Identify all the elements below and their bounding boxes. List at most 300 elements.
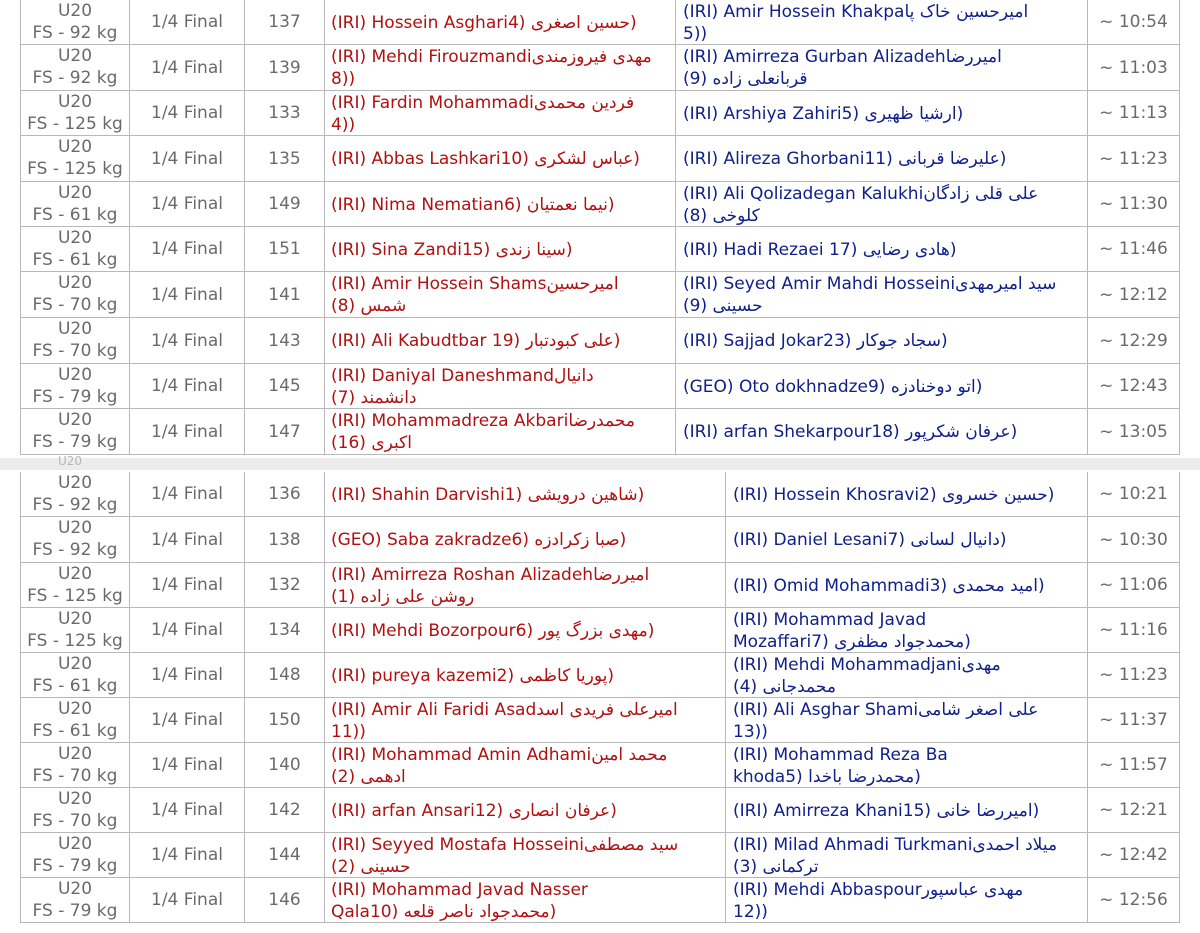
red-wrestler-line-1: (IRI) Ali Kabudtbar 19) علی کبودتبار) xyxy=(331,331,621,351)
age-group: U20 xyxy=(57,228,93,248)
weight-class: FS - 61 kg xyxy=(32,721,118,741)
blue-wrestler-line-1: (IRI) Mehdi Mohammadjaniمهدی xyxy=(733,654,1001,675)
blue-wrestler-line-2: حسینی (9) xyxy=(683,296,763,316)
cell-round xyxy=(130,0,245,45)
age-group: U20 xyxy=(57,744,93,764)
blue-wrestler-line-1: (IRI) arfan Shekarpour18) عرفان شکرپور) xyxy=(683,422,1018,442)
cell-round xyxy=(130,182,245,227)
weight-class: FS - 61 kg xyxy=(32,676,118,696)
cell-round xyxy=(130,364,245,409)
blue-wrestler-line-1: (IRI) Ali Asghar Shamiعلی اصغر شامی xyxy=(733,699,1039,720)
red-wrestler-line-1: (IRI) Fardin Mohammadiفردین محمدی xyxy=(331,92,635,113)
weight-class: FS - 61 kg xyxy=(32,205,118,225)
round-label: 1/4 Final xyxy=(151,284,223,305)
weight-class: FS - 92 kg xyxy=(32,68,118,88)
cell-blue-wrestler xyxy=(676,318,1088,364)
round-label: 1/4 Final xyxy=(151,484,223,504)
match-number: 145 xyxy=(268,376,301,396)
cell-round xyxy=(130,833,245,878)
round-label: 1/4 Final xyxy=(151,620,223,640)
cell-match-number xyxy=(245,227,325,272)
cell-time xyxy=(1088,45,1180,91)
cell-red-wrestler xyxy=(325,653,726,698)
cell-time xyxy=(1088,517,1180,563)
cell-match-number xyxy=(245,563,325,608)
cell-blue-wrestler xyxy=(726,563,1088,608)
match-time: ~ 12:29 xyxy=(1099,330,1168,351)
match-number: 149 xyxy=(268,194,301,214)
red-wrestler-line-1: (IRI) Amir Ali Faridi Asadامیرعلی فریدی اسد xyxy=(331,699,678,720)
red-wrestler-line-2: ادهمی (2) xyxy=(331,766,406,787)
cell-blue-wrestler xyxy=(676,0,1088,45)
red-wrestler-line-2: Qala10) محمدجواد ناصر قلعه) xyxy=(331,901,557,922)
blue-wrestler-line-1: (IRI) Sajjad Jokar23) سجاد جوکار) xyxy=(683,331,948,351)
cell-match-number xyxy=(245,517,325,563)
cell-blue-wrestler xyxy=(726,653,1088,698)
match-time: ~ 10:30 xyxy=(1099,529,1168,550)
age-group: U20 xyxy=(57,564,93,584)
cell-match-number xyxy=(245,272,325,318)
age-group: U20 xyxy=(57,473,93,493)
red-wrestler-line-2: اکبری (16) xyxy=(331,433,412,453)
blue-wrestler-line-2: 12)) xyxy=(733,901,768,922)
blue-wrestler-line-1: (IRI) Hadi Rezaei 17) هادی رضایی) xyxy=(683,239,957,260)
cell-blue-wrestler xyxy=(726,743,1088,788)
cell-time xyxy=(1088,136,1180,182)
blue-wrestler-line-1: (IRI) Omid Mohammadi3) امید محمدی) xyxy=(733,575,1045,596)
table-row xyxy=(0,227,1200,272)
cell-age xyxy=(20,517,130,563)
blue-wrestler-line-2: قربانعلی زاده (9) xyxy=(683,69,808,89)
cell-time xyxy=(1088,227,1180,272)
match-number: 146 xyxy=(268,890,301,910)
blue-wrestler-line-1: (IRI) Amirreza Gurban Alizadehامیررضا xyxy=(683,47,1002,67)
cell-age xyxy=(20,0,130,45)
blue-wrestler-line-1: (IRI) Alireza Ghorbani11) علیرضا قربانی) xyxy=(683,149,1007,169)
cell-time xyxy=(1088,653,1180,698)
match-time: ~ 13:05 xyxy=(1099,421,1168,442)
round-label: 1/4 Final xyxy=(151,148,223,169)
blue-wrestler-line-1: (IRI) Hossein Khosravi2) حسین خسروی) xyxy=(733,484,1055,505)
red-wrestler-line-2: روشن علی زاده (1) xyxy=(331,586,475,607)
red-wrestler-line-1: (IRI) Mohammad Javad Nasser xyxy=(331,879,588,900)
separator-label: U20 xyxy=(58,454,83,468)
cell-red-wrestler xyxy=(325,788,726,833)
cell-match-number xyxy=(245,608,325,653)
weight-class: FS - 92 kg xyxy=(32,23,118,43)
match-number: 136 xyxy=(268,484,301,504)
cell-red-wrestler xyxy=(325,272,676,318)
cell-age xyxy=(20,272,130,318)
blue-wrestler-line-1: (GEO) Oto dokhnadze9) اتو دوخنادزه) xyxy=(683,376,983,397)
cell-red-wrestler xyxy=(325,743,726,788)
cell-age xyxy=(20,743,130,788)
blue-wrestler-line-1: (IRI) Milad Ahmadi Turkmaniمیلاد احمدی xyxy=(733,834,1058,855)
cell-match-number xyxy=(245,653,325,698)
match-time: ~ 11:23 xyxy=(1099,148,1168,169)
cell-blue-wrestler xyxy=(676,227,1088,272)
round-label: 1/4 Final xyxy=(151,529,223,550)
cell-blue-wrestler xyxy=(676,45,1088,91)
weight-class: FS - 79 kg xyxy=(32,901,118,921)
round-label: 1/4 Final xyxy=(151,665,223,685)
match-number: 150 xyxy=(268,710,301,730)
cell-time xyxy=(1088,182,1180,227)
cell-blue-wrestler xyxy=(676,182,1088,227)
red-wrestler-line-2: 11)) xyxy=(331,721,366,742)
cell-time xyxy=(1088,272,1180,318)
weight-class: FS - 61 kg xyxy=(32,250,118,270)
cell-time xyxy=(1088,0,1180,45)
age-group: U20 xyxy=(57,46,93,66)
table-row xyxy=(0,743,1200,788)
round-label: 1/4 Final xyxy=(151,710,223,730)
round-label: 1/4 Final xyxy=(151,103,223,123)
weight-class: FS - 92 kg xyxy=(32,495,118,515)
blue-wrestler-line-1: (IRI) Amir Hossein Khakpaامیرحسین خاک پا xyxy=(683,1,1029,22)
weight-class: FS - 125 kg xyxy=(27,159,123,179)
match-number: 133 xyxy=(268,103,301,123)
round-label: 1/4 Final xyxy=(151,575,223,595)
weight-class: FS - 125 kg xyxy=(27,631,123,651)
blue-wrestler-line-1: (IRI) Daniel Lesani7) دانیال لسانی) xyxy=(733,530,1007,550)
table-row xyxy=(0,409,1200,455)
red-wrestler-line-1: (IRI) pureya kazemi2) پوریا کاظمی) xyxy=(331,665,614,686)
cell-round xyxy=(130,743,245,788)
match-number: 135 xyxy=(268,148,301,169)
age-group: U20 xyxy=(57,1,93,21)
cell-blue-wrestler xyxy=(726,833,1088,878)
age-group: U20 xyxy=(57,410,93,430)
table-row xyxy=(0,136,1200,182)
age-group: U20 xyxy=(57,789,93,809)
cell-match-number xyxy=(245,409,325,455)
cell-red-wrestler xyxy=(325,563,726,608)
age-group: U20 xyxy=(57,319,93,339)
cell-round xyxy=(130,136,245,182)
cell-time xyxy=(1088,608,1180,653)
blue-wrestler-line-2: Mozaffari7) محمدجواد مظفری) xyxy=(733,631,971,652)
cell-red-wrestler xyxy=(325,698,726,743)
age-group: U20 xyxy=(57,273,93,293)
cell-red-wrestler xyxy=(325,45,676,91)
age-group: U20 xyxy=(57,365,93,385)
cell-age xyxy=(20,45,130,91)
cell-age xyxy=(20,563,130,608)
match-number: 134 xyxy=(268,620,301,640)
cell-blue-wrestler xyxy=(726,517,1088,563)
round-label: 1/4 Final xyxy=(151,12,223,32)
cell-match-number xyxy=(245,878,325,923)
match-time: ~ 11:37 xyxy=(1099,710,1168,730)
cell-time xyxy=(1088,833,1180,878)
cell-round xyxy=(130,878,245,923)
cell-time xyxy=(1088,472,1180,517)
cell-red-wrestler xyxy=(325,136,676,182)
cell-age xyxy=(20,788,130,833)
match-time: ~ 12:42 xyxy=(1099,845,1168,865)
blue-wrestler-line-2: khoda5) محمدرضا باخدا) xyxy=(733,766,921,787)
table-row xyxy=(0,653,1200,698)
cell-blue-wrestler xyxy=(726,698,1088,743)
match-time: ~ 11:16 xyxy=(1099,620,1168,640)
table-row xyxy=(0,182,1200,227)
match-time: ~ 11:23 xyxy=(1099,665,1168,685)
red-wrestler-line-1: (IRI) Hossein Asghari4) حسین اصغری) xyxy=(331,12,637,33)
table-row xyxy=(0,0,1200,45)
match-time: ~ 10:54 xyxy=(1099,12,1168,32)
cell-time xyxy=(1088,409,1180,455)
cell-blue-wrestler xyxy=(726,472,1088,517)
round-label: 1/4 Final xyxy=(151,330,223,351)
table-row xyxy=(0,517,1200,563)
match-number: 144 xyxy=(268,845,301,865)
cell-age xyxy=(20,472,130,517)
round-label: 1/4 Final xyxy=(151,376,223,396)
table-row xyxy=(0,788,1200,833)
cell-red-wrestler xyxy=(325,409,676,455)
cell-red-wrestler xyxy=(325,472,726,517)
cell-blue-wrestler xyxy=(676,272,1088,318)
cell-round xyxy=(130,91,245,136)
age-group: U20 xyxy=(57,137,93,157)
cell-match-number xyxy=(245,743,325,788)
match-number: 151 xyxy=(268,239,301,259)
table-row xyxy=(0,608,1200,653)
cell-round xyxy=(130,45,245,91)
red-wrestler-line-1: (IRI) arfan Ansari12) عرفان انصاری) xyxy=(331,800,617,821)
cell-time xyxy=(1088,743,1180,788)
table-row xyxy=(0,698,1200,743)
cell-match-number xyxy=(245,788,325,833)
match-time: ~ 11:46 xyxy=(1099,239,1168,259)
cell-age xyxy=(20,409,130,455)
cell-match-number xyxy=(245,182,325,227)
cell-age xyxy=(20,182,130,227)
match-number: 132 xyxy=(268,575,301,595)
cell-age xyxy=(20,318,130,364)
red-wrestler-line-1: (IRI) Seyyed Mostafa Hosseiniسید مصطفی xyxy=(331,834,679,855)
cell-match-number xyxy=(245,91,325,136)
match-time: ~ 12:43 xyxy=(1099,376,1168,396)
cell-red-wrestler xyxy=(325,0,676,45)
age-group: U20 xyxy=(57,699,93,719)
cell-match-number xyxy=(245,0,325,45)
cell-age xyxy=(20,878,130,923)
red-wrestler-line-1: (GEO) Saba zakradze6) صبا زکرادزه) xyxy=(331,530,627,550)
cell-round xyxy=(130,608,245,653)
cell-round xyxy=(130,318,245,364)
cell-red-wrestler xyxy=(325,182,676,227)
cell-round xyxy=(130,472,245,517)
cell-time xyxy=(1088,364,1180,409)
round-label: 1/4 Final xyxy=(151,845,223,865)
cell-age xyxy=(20,91,130,136)
cell-red-wrestler xyxy=(325,318,676,364)
age-group: U20 xyxy=(57,879,93,899)
weight-class: FS - 125 kg xyxy=(27,586,123,606)
match-time: ~ 12:21 xyxy=(1099,800,1168,820)
cell-match-number xyxy=(245,698,325,743)
round-label: 1/4 Final xyxy=(151,890,223,910)
match-number: 142 xyxy=(268,800,301,820)
round-label: 1/4 Final xyxy=(151,57,223,78)
table-separator xyxy=(0,454,1200,470)
match-number: 147 xyxy=(268,421,301,442)
round-label: 1/4 Final xyxy=(151,421,223,442)
cell-round xyxy=(130,788,245,833)
round-label: 1/4 Final xyxy=(151,194,223,214)
blue-wrestler-line-1: (IRI) Amirreza Khani15) امیررضا خانی) xyxy=(733,800,1040,821)
table-row xyxy=(0,318,1200,364)
cell-blue-wrestler xyxy=(726,878,1088,923)
blue-wrestler-line-2: ترکمانی (3) xyxy=(733,856,819,877)
red-wrestler-line-1: (IRI) Mehdi Firouzmandiمهدی فیروزمندی xyxy=(331,47,652,67)
match-number: 143 xyxy=(268,330,301,351)
cell-match-number xyxy=(245,136,325,182)
cell-round xyxy=(130,272,245,318)
blue-wrestler-line-1: (IRI) Mohammad Reza Ba xyxy=(733,744,948,765)
red-wrestler-line-1: (IRI) Mohammadreza Akbariمحمدرضا xyxy=(331,411,635,431)
cell-blue-wrestler xyxy=(726,608,1088,653)
cell-time xyxy=(1088,788,1180,833)
cell-match-number xyxy=(245,318,325,364)
match-number: 138 xyxy=(268,529,301,550)
cell-time xyxy=(1088,698,1180,743)
match-number: 141 xyxy=(268,284,301,305)
blue-wrestler-line-2: 5)) xyxy=(683,23,708,44)
age-group: U20 xyxy=(57,518,93,538)
cell-time xyxy=(1088,318,1180,364)
weight-class: FS - 70 kg xyxy=(32,811,118,831)
red-wrestler-line-1: (IRI) Amirreza Roshan Alizadehامیررضا xyxy=(331,564,650,585)
match-time: ~ 11:30 xyxy=(1099,194,1168,214)
cell-round xyxy=(130,409,245,455)
cell-red-wrestler xyxy=(325,227,676,272)
cell-match-number xyxy=(245,472,325,517)
red-wrestler-line-2: 4)) xyxy=(331,114,356,135)
red-wrestler-line-1: (IRI) Mehdi Bozorpour6) مهدی بزرگ پور) xyxy=(331,620,655,641)
cell-red-wrestler xyxy=(325,608,726,653)
blue-wrestler-line-2: کلوخی (8) xyxy=(683,205,760,226)
cell-red-wrestler xyxy=(325,91,676,136)
weight-class: FS - 79 kg xyxy=(32,432,118,452)
cell-round xyxy=(130,517,245,563)
weight-class: FS - 125 kg xyxy=(27,114,123,134)
red-wrestler-line-2: 8)) xyxy=(331,69,356,89)
round-label: 1/4 Final xyxy=(151,800,223,820)
cell-blue-wrestler xyxy=(676,364,1088,409)
cell-time xyxy=(1088,91,1180,136)
table-row xyxy=(0,45,1200,91)
match-time: ~ 11:57 xyxy=(1099,755,1168,775)
cell-round xyxy=(130,227,245,272)
cell-blue-wrestler xyxy=(676,91,1088,136)
cell-time xyxy=(1088,563,1180,608)
cell-blue-wrestler xyxy=(676,409,1088,455)
cell-age xyxy=(20,833,130,878)
cell-red-wrestler xyxy=(325,364,676,409)
age-group: U20 xyxy=(57,609,93,629)
blue-wrestler-line-1: (IRI) Seyed Amir Mahdi Hosseiniسید امیرمهدی xyxy=(683,274,1057,294)
red-wrestler-line-1: (IRI) Shahin Darvishi1) شاهین درویشی) xyxy=(331,484,645,505)
weight-class: FS - 70 kg xyxy=(32,766,118,786)
cell-age xyxy=(20,608,130,653)
cell-age xyxy=(20,136,130,182)
cell-age xyxy=(20,364,130,409)
red-wrestler-line-1: (IRI) Amir Hossein Shamsامیرحسین xyxy=(331,274,619,294)
red-wrestler-line-2: دانشمند (7) xyxy=(331,387,417,408)
age-group: U20 xyxy=(57,92,93,112)
table-row xyxy=(0,833,1200,878)
cell-match-number xyxy=(245,45,325,91)
match-time: ~ 12:56 xyxy=(1099,890,1168,910)
blue-wrestler-line-1: (IRI) Arshiya Zahiri5) ارشیا ظهیری) xyxy=(683,103,964,124)
round-label: 1/4 Final xyxy=(151,239,223,259)
round-label: 1/4 Final xyxy=(151,755,223,775)
age-group: U20 xyxy=(57,834,93,854)
match-number: 148 xyxy=(268,665,301,685)
match-number: 140 xyxy=(268,755,301,775)
cell-age xyxy=(20,698,130,743)
red-wrestler-line-1: (IRI) Abbas Lashkari10) عباس لشکری) xyxy=(331,149,640,169)
age-group: U20 xyxy=(57,654,93,674)
table-row xyxy=(0,563,1200,608)
match-number: 139 xyxy=(268,57,301,78)
weight-class: FS - 79 kg xyxy=(32,387,118,407)
cell-round xyxy=(130,563,245,608)
table-row xyxy=(0,364,1200,409)
red-wrestler-line-1: (IRI) Nima Nematian6) نیما نعمتیان) xyxy=(331,194,615,215)
red-wrestler-line-1: (IRI) Daniyal Daneshmandدانیال xyxy=(331,365,594,386)
cell-blue-wrestler xyxy=(726,788,1088,833)
weight-class: FS - 79 kg xyxy=(32,856,118,876)
cell-round xyxy=(130,698,245,743)
cell-red-wrestler xyxy=(325,517,726,563)
blue-wrestler-line-2: محمدجانی (4) xyxy=(733,676,836,697)
cell-match-number xyxy=(245,364,325,409)
weight-class: FS - 70 kg xyxy=(32,341,118,361)
cell-age xyxy=(20,653,130,698)
weight-class: FS - 92 kg xyxy=(32,540,118,560)
cell-red-wrestler xyxy=(325,878,726,923)
red-wrestler-line-1: (IRI) Sina Zandi15) سینا زندی) xyxy=(331,239,573,260)
weight-class: FS - 70 kg xyxy=(32,295,118,315)
cell-red-wrestler xyxy=(325,833,726,878)
blue-wrestler-line-1: (IRI) Mehdi Abbaspourمهدی عباسپور xyxy=(733,879,1024,900)
match-time: ~ 10:21 xyxy=(1099,484,1168,504)
match-time: ~ 11:13 xyxy=(1099,103,1168,123)
cell-match-number xyxy=(245,833,325,878)
match-time: ~ 11:03 xyxy=(1099,57,1168,78)
red-wrestler-line-1: (IRI) Mohammad Amin Adhamiمحمد امین xyxy=(331,744,668,765)
table-row xyxy=(0,91,1200,136)
blue-wrestler-line-1: (IRI) Mohammad Javad xyxy=(733,609,927,630)
blue-wrestler-line-2: 13)) xyxy=(733,721,768,742)
cell-round xyxy=(130,653,245,698)
table-row xyxy=(0,272,1200,318)
table-row xyxy=(0,878,1200,923)
cell-age xyxy=(20,227,130,272)
red-wrestler-line-2: حسینی (2) xyxy=(331,856,411,877)
match-number: 137 xyxy=(268,12,301,32)
age-group: U20 xyxy=(57,183,93,203)
match-time: ~ 12:12 xyxy=(1099,284,1168,305)
table-row xyxy=(0,472,1200,517)
blue-wrestler-line-1: (IRI) Ali Qolizadegan Kalukhiعلی قلی زادگان xyxy=(683,183,1039,204)
match-time: ~ 11:06 xyxy=(1099,575,1168,595)
cell-time xyxy=(1088,878,1180,923)
